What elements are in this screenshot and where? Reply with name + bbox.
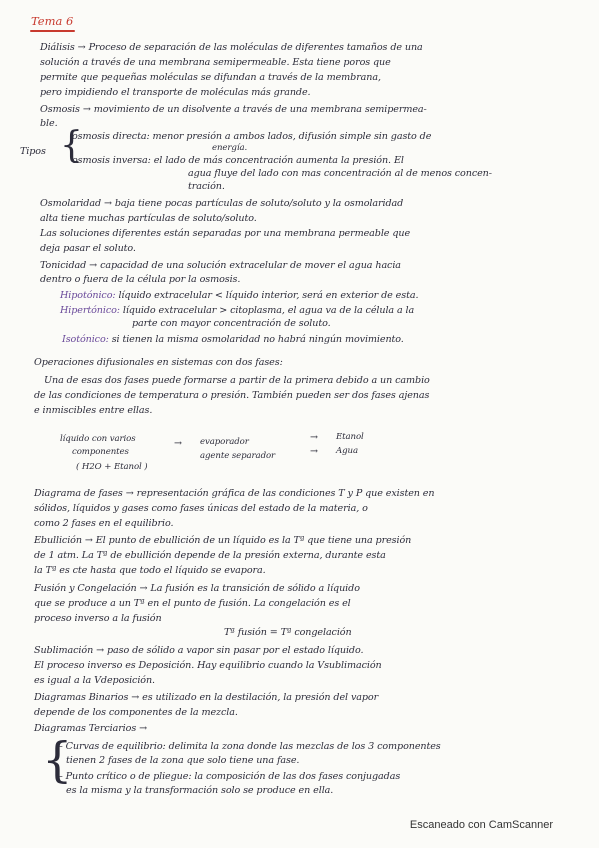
diagram-input-2: componentes xyxy=(72,447,129,457)
terciarios-item-2a: – Punto crítico o de pliegue: la composición de las dos fases conjugadas xyxy=(58,771,401,782)
hipotonico-text: líquido extracelular < líquido interior, será en exterior de esta. xyxy=(118,290,419,301)
diagram-arrow-3-icon: → xyxy=(310,446,318,457)
diagram-output-2: Agua xyxy=(336,446,358,456)
diagram-agente: agente separador xyxy=(200,451,276,461)
operaciones-text-3: e inmiscibles entre ellas. xyxy=(34,405,153,416)
osmolaridad-text-3: Las soluciones diferentes están separadas por una membrana permeable que xyxy=(40,228,411,239)
diagram-input-3: ( H2O + Etanol ) xyxy=(76,462,148,472)
osmosis-text-1: movimiento de un disolvente a través de una membrana semipermea- xyxy=(93,104,427,115)
ebullicion-text-2: de 1 atm. La Tª de ebullición depende de la presión externa, durante esta xyxy=(34,550,386,561)
diagram-input-1: líquido con varios xyxy=(60,434,136,444)
operaciones-text-2: de las condiciones de temperatura o presión. También pueden ser dos fases ajenas xyxy=(34,390,430,401)
osmosis-line-1: Osmosis → movimiento de un disolvente a través de una membrana semipermea- xyxy=(40,104,427,115)
ebullicion-text-1: El punto de ebullición de un líquido es la Tª que tiene una presión xyxy=(95,535,412,546)
binarios-text-1: es utilizado en la destilación, la presión del vapor xyxy=(142,692,379,703)
osmosis-directa-term: osmosis directa: xyxy=(72,131,150,142)
isotonico-text: si tienen la misma osmolaridad no habrá ningún movimiento. xyxy=(111,334,404,345)
hipertonico-term: Hipertónico: xyxy=(60,305,120,316)
operaciones-text-1: Una de esas dos fases puede formarse a partir de la primera debido a un cambio xyxy=(44,375,430,386)
terciarios-brace-icon: { xyxy=(42,732,73,788)
osmosis-inversa-cont-2: tración. xyxy=(188,181,225,192)
operaciones-heading: Operaciones difusionales en sistemas con dos fases: xyxy=(34,357,283,368)
osmosis-inversa-text: el lado de más concentración aumenta la presión. El xyxy=(153,155,404,166)
hipertonico-text-1: líquido extracelular > citoplasma, el agua va de la célula a la xyxy=(122,305,415,316)
diagram-output-1: Etanol xyxy=(336,432,364,442)
tipos-label: Tipos xyxy=(20,146,46,157)
sublimacion-text-1: paso de sólido a vapor sin pasar por el estado líquido. xyxy=(107,645,364,656)
tipos-brace-icon: { xyxy=(60,125,83,166)
isotonico-term: Isotónico: xyxy=(62,334,109,345)
tipos-directa-line xyxy=(72,131,431,142)
diagram-arrow-2-icon: → xyxy=(310,432,318,443)
fusion-text-3: proceso inverso a la fusión xyxy=(34,613,162,624)
ebullicion-term: Ebullición xyxy=(34,535,82,546)
terciarios-line-1: Diagramas Terciarios → xyxy=(34,723,148,734)
osmolaridad-line-1: Osmolaridad → baja tiene pocas partículas de soluto/soluto y la osmolaridad xyxy=(40,198,404,209)
dialisis-line-1: Diálisis → Proceso de separación de las moléculas de diferentes tamaños de una xyxy=(40,42,423,53)
osmosis-text-2: ble. xyxy=(40,118,58,129)
sublimacion-line-1: Sublimación → paso de sólido a vapor sin pasar por el estado líquido. xyxy=(34,645,364,656)
sublimacion-text-2: El proceso inverso es Deposición. Hay equilibrio cuando la Vsublimación xyxy=(34,660,382,671)
fusion-line-1: Fusión y Congelación → La fusión es la transición de sólido a líquido xyxy=(34,583,360,594)
fases-text-1: representación gráfica de las condiciones T y P que existen en xyxy=(136,488,435,499)
fusion-formula: Tª fusión = Tª congelación xyxy=(224,627,352,638)
terciarios-item-2b: es la misma y la transformación solo se produce en ella. xyxy=(66,785,334,796)
binarios-text-2: depende de los componentes de la mezcla. xyxy=(34,707,238,718)
fusion-term: Fusión y Congelación xyxy=(34,583,137,594)
dialisis-term: Diálisis xyxy=(40,42,75,53)
scanner-watermark: Escaneado con CamScanner xyxy=(409,819,553,831)
tonicidad-text-1: capacidad de una solución extracelular de mover el agua hacia xyxy=(100,260,401,271)
osmosis-term: Osmosis xyxy=(40,104,80,115)
hipotonico-term: Hipotónico: xyxy=(60,290,116,301)
diagram-arrow-1-icon: → xyxy=(174,438,182,449)
osmolaridad-text-2: alta tiene muchas partículas de soluto/soluto. xyxy=(40,213,257,224)
fases-text-3: como 2 fases en el equilibrio. xyxy=(34,518,174,529)
fases-term: Diagrama de fases xyxy=(34,488,123,499)
terciarios-term: Diagramas Terciarios xyxy=(34,723,137,734)
ebullicion-line-1: Ebullición → El punto de ebullición de un líquido es la Tª que tiene una presión xyxy=(34,535,412,546)
osmosis-inversa-cont-1: agua fluye del lado con mas concentración al de menos concen- xyxy=(188,168,492,179)
sublimacion-term: Sublimación xyxy=(34,645,94,656)
tipos-inversa-line xyxy=(72,155,404,166)
dialisis-text-4: pero impidiendo el transporte de moléculas más grande. xyxy=(40,87,311,98)
dialisis-text-2: solución a través de una membrana semipermeable. Esta tiene poros que xyxy=(40,57,391,68)
fases-text-2: sólidos, líquidos y gases como fases únicas del estado de la materia, o xyxy=(34,503,368,514)
osmosis-inversa-term: osmosis inversa: xyxy=(72,155,151,166)
dialisis-text-3: permite que pequeñas moléculas se difundan a través de la membrana, xyxy=(40,72,381,83)
binarios-line-1: Diagramas Binarios → es utilizado en la destilación, la presión del vapor xyxy=(34,692,379,703)
title-underline xyxy=(30,30,75,32)
osmosis-directa-text: menor presión a ambos lados, difusión simple sin gasto de xyxy=(152,131,432,142)
fases-line-1: Diagrama de fases → representación gráfica de las condiciones T y P que existen en xyxy=(34,488,435,499)
osmolaridad-text-1: baja tiene pocas partículas de soluto/soluto y la osmolaridad xyxy=(114,198,404,209)
osmolaridad-text-4: deja pasar el soluto. xyxy=(40,243,136,254)
tonicidad-text-2: dentro o fuera de la célula por la osmosis. xyxy=(40,274,241,285)
tonicidad-line-1: Tonicidad → capacidad de una solución extracelular de mover el agua hacia xyxy=(40,260,401,271)
fusion-text-2: que se produce a un Tª en el punto de fusión. La congelación es el xyxy=(34,598,351,609)
sublimacion-text-3: es igual a la Vdeposición. xyxy=(34,675,155,686)
ebullicion-text-3: la Tª es cte hasta que todo el líquido se evapora. xyxy=(34,565,266,576)
isotonico-line xyxy=(62,334,404,345)
fusion-text-1: La fusión es la transición de sólido a líquido xyxy=(150,583,360,594)
hipertonico-text-2: parte con mayor concentración de soluto. xyxy=(132,318,331,329)
hipotonico-line xyxy=(60,290,418,301)
page-title: Tema 6 xyxy=(31,14,74,28)
terciarios-item-1b: tienen 2 fases de la zona que solo tiene una fase. xyxy=(66,755,300,766)
hipertonico-line xyxy=(60,305,414,316)
diagram-evaporador: evaporador xyxy=(200,437,249,447)
osmolaridad-term: Osmolaridad xyxy=(40,198,102,209)
dialisis-text-1: Proceso de separación de las moléculas de diferentes tamaños de una xyxy=(88,42,423,53)
tonicidad-term: Tonicidad xyxy=(40,260,87,271)
binarios-term: Diagramas Binarios xyxy=(34,692,129,703)
osmosis-directa-cont: energía. xyxy=(212,143,248,153)
terciarios-item-1a: – Curvas de equilibrio: delimita la zona donde las mezclas de los 3 componentes xyxy=(58,741,441,752)
